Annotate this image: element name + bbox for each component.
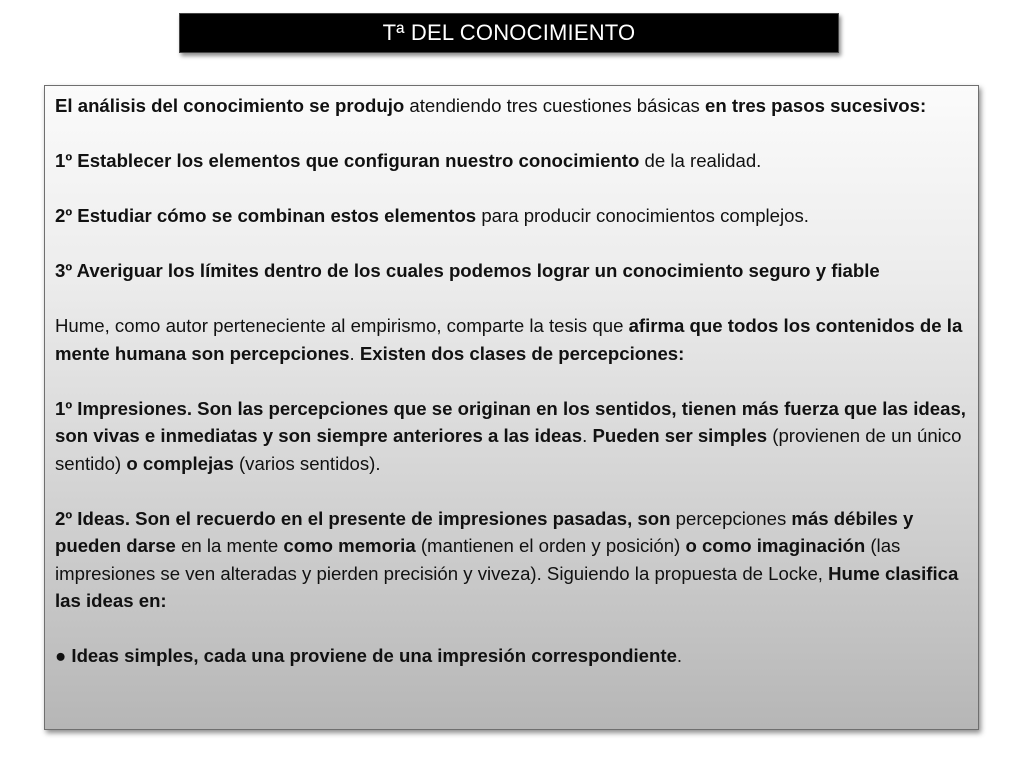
text-normal: . — [349, 342, 360, 364]
text-normal: (varios sentidos). — [233, 452, 381, 474]
text-normal: (las impresiones se ven alteradas y pierden precisión y viveza). Siguiendo la propuesta de Locke, — [55, 535, 901, 584]
text-bold: más débiles y pueden darse — [55, 507, 914, 556]
spacer — [55, 120, 968, 148]
text-normal: atendiendo tres cuestiones básicas — [404, 95, 706, 116]
paragraph-step-1 — [55, 147, 968, 175]
text-bold: o como imaginación — [685, 535, 866, 556]
spacer — [55, 615, 968, 643]
paragraph-intro — [55, 92, 968, 120]
paragraph-step-3 — [55, 257, 968, 285]
paragraph-ideas-simples — [55, 642, 968, 670]
text-bold: 1º Establecer los elementos que configuran nuestro conocimiento — [55, 150, 640, 171]
text-bold: 2º Estudiar cómo se combinan estos elementos — [55, 205, 477, 226]
text-normal: en la mente — [175, 535, 284, 556]
text-normal: (mantienen el orden y posición) — [415, 535, 686, 556]
text-normal: de la realidad. — [639, 150, 762, 171]
text-normal: percepciones — [670, 507, 792, 529]
paragraph-hume — [55, 312, 968, 367]
spacer — [55, 367, 968, 395]
text-bold: en tres pasos sucesivos: — [705, 95, 927, 116]
text-bold: como memoria — [283, 535, 416, 556]
text-bold: 1º Impresiones. Son las percepciones que se originan en los sentidos, tienen más fuerza que las ideas, son vivas e inmediatas y son siempre anteriores a las ideas — [55, 397, 966, 446]
text-bold: Hume clasifica las ideas en: — [55, 562, 959, 611]
text-normal: Hume, como autor perteneciente al empirismo, comparte la tesis que — [55, 315, 629, 336]
text-bold: ● Ideas simples, cada una proviene de una impresión correspondiente — [55, 645, 677, 666]
paragraph-step-2 — [55, 202, 968, 230]
text-bold: El análisis del conocimiento se produjo — [55, 95, 405, 116]
slide-title-bar — [179, 13, 839, 53]
text-bold: Existen dos clases de percepciones: — [359, 342, 685, 364]
text-bold: afirma que todos los contenidos de la mente humana son percepciones — [55, 315, 963, 364]
text-bold: o complejas — [126, 452, 234, 474]
text-normal: . — [676, 645, 683, 666]
text-bold: 3º Averiguar los límites dentro de los cuales podemos lograr un conocimiento seguro y fiable — [55, 260, 880, 281]
text-bold: 2º Ideas. Son el recuerdo en el presente de impresiones pasadas, son — [55, 507, 671, 529]
content-box — [44, 85, 979, 730]
paragraph-ideas — [55, 505, 968, 615]
text-normal: . — [582, 425, 593, 446]
paragraph-impresiones — [55, 395, 968, 478]
spacer — [55, 230, 968, 258]
text-bold: Pueden ser simples — [592, 425, 768, 446]
text-normal: (provienen de un único sentido) — [55, 425, 962, 474]
spacer — [55, 285, 968, 313]
spacer — [55, 477, 968, 505]
spacer — [55, 175, 968, 203]
text-normal: para producir conocimientos complejos. — [476, 205, 809, 226]
slide-title: Tª DEL CONOCIMIENTO — [382, 20, 636, 45]
